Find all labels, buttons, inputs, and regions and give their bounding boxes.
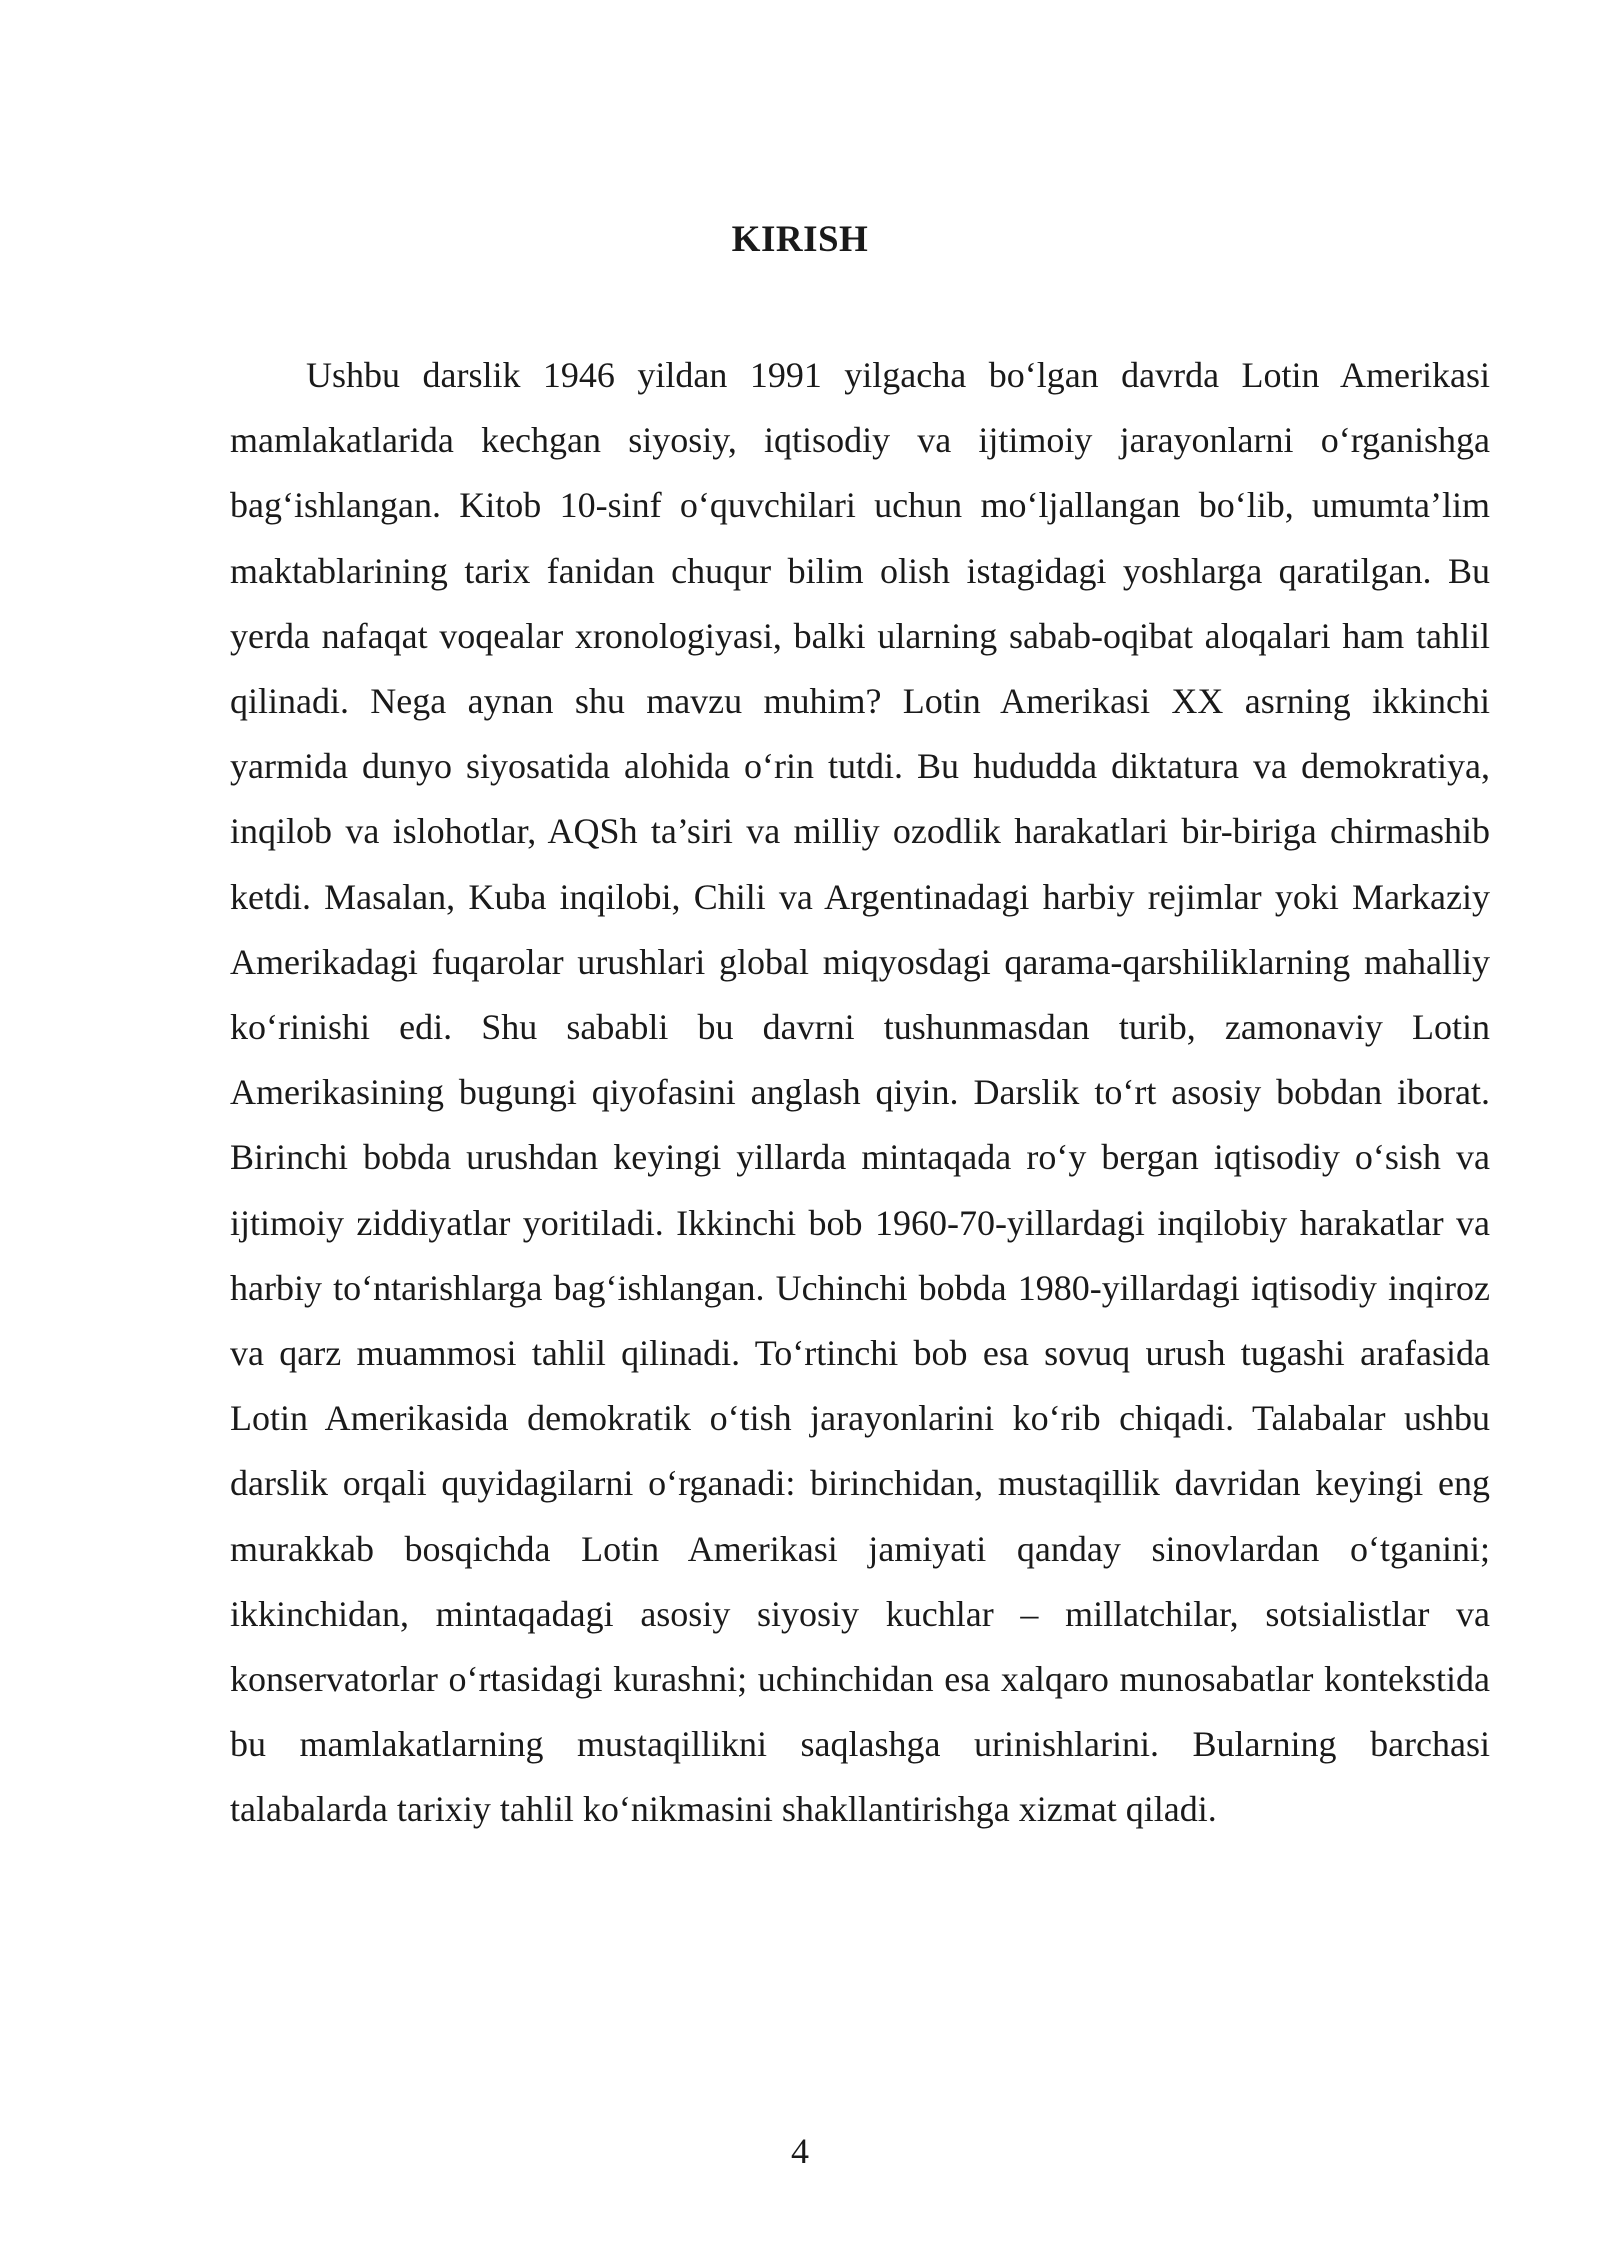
page-title: KIRISH xyxy=(731,219,869,260)
body-paragraph: Ushbu darslik 1946 yildan 1991 yilgacha bo‘lgan davrda Lotin Amerikasi mamlakatlarida kechgan siyosiy, iqtisodiy va ijtimoiy jarayonlarni o‘rganishga bag‘ishlangan. Kitob 10-sinf o‘quvchilari uchun mo‘ljallangan bo‘lib, umumta’lim maktablarining tarix fanidan chuqur bilim olish istagidagi yoshlarga qaratilgan. Bu yerda nafaqat voqealar xronologiyasi, balki ularning sabab-oqibat aloqalari ham tahlil qilinadi. Nega aynan shu mavzu muhim? Lotin Amerikasi XX asrning ikkinchi yarmida dunyo siyosatida alohida o‘rin tutdi. Bu hududda diktatura va demokratiya, inqilob va islohotlar, AQSh ta’siri va milliy ozodlik harakatlari bir-biriga chirmashib ketdi. Masalan, Kuba inqilobi, Chili va Argentinadagi harbiy rejimlar yoki Markaziy Amerikadagi fuqarolar urushlari global miqyosdagi qarama-qarshiliklarning mahalliy ko‘rinishi edi. Shu sababli bu davrni tushunmasdan turib, zamonaviy Lotin Amerikasining bugungi qiyofasini anglash qiyin. Darslik to‘rt asosiy bobdan iborat. Birinchi bobda urushdan keyingi yillarda mintaqada ro‘y bergan iqtisodiy o‘sish va ijtimoiy ziddiyatlar yoritiladi. Ikkinchi bob 1960-70-yillardagi inqilobiy harakatlar va harbiy to‘ntarishlarga bag‘ishlangan. Uchinchi bobda 1980-yillardagi iqtisodiy inqiroz va qarz muammosi tahlil qilinadi. To‘rtinchi bob esa sovuq urush tugashi arafasida Lotin Amerikasida demokratik o‘tish jarayonlarini ko‘rib chiqadi. Talabalar ushbu darslik orqali quyidagilarni o‘rganadi: birinchidan, mustaqillik davridan keyingi eng murakkab bosqichda Lotin Amerikasi jamiyati qanday sinovlardan o‘tganini; ikkinchidan, mintaqadagi asosiy siyosiy kuchlar – millatchilar, sotsialistlar va konservatorlar o‘rtasidagi kurashni; uchinchidan esa xalqaro munosabatlar kontekstida bu mamlakatlarning mustaqillikni saqlashga urinishlarini. Bularning barchasi talabalarda tarixiy tahlil ko‘nikmasini shakllantirishga xizmat qiladi. xyxy=(230,355,1490,1830)
page-number: 4 xyxy=(791,2131,809,2171)
